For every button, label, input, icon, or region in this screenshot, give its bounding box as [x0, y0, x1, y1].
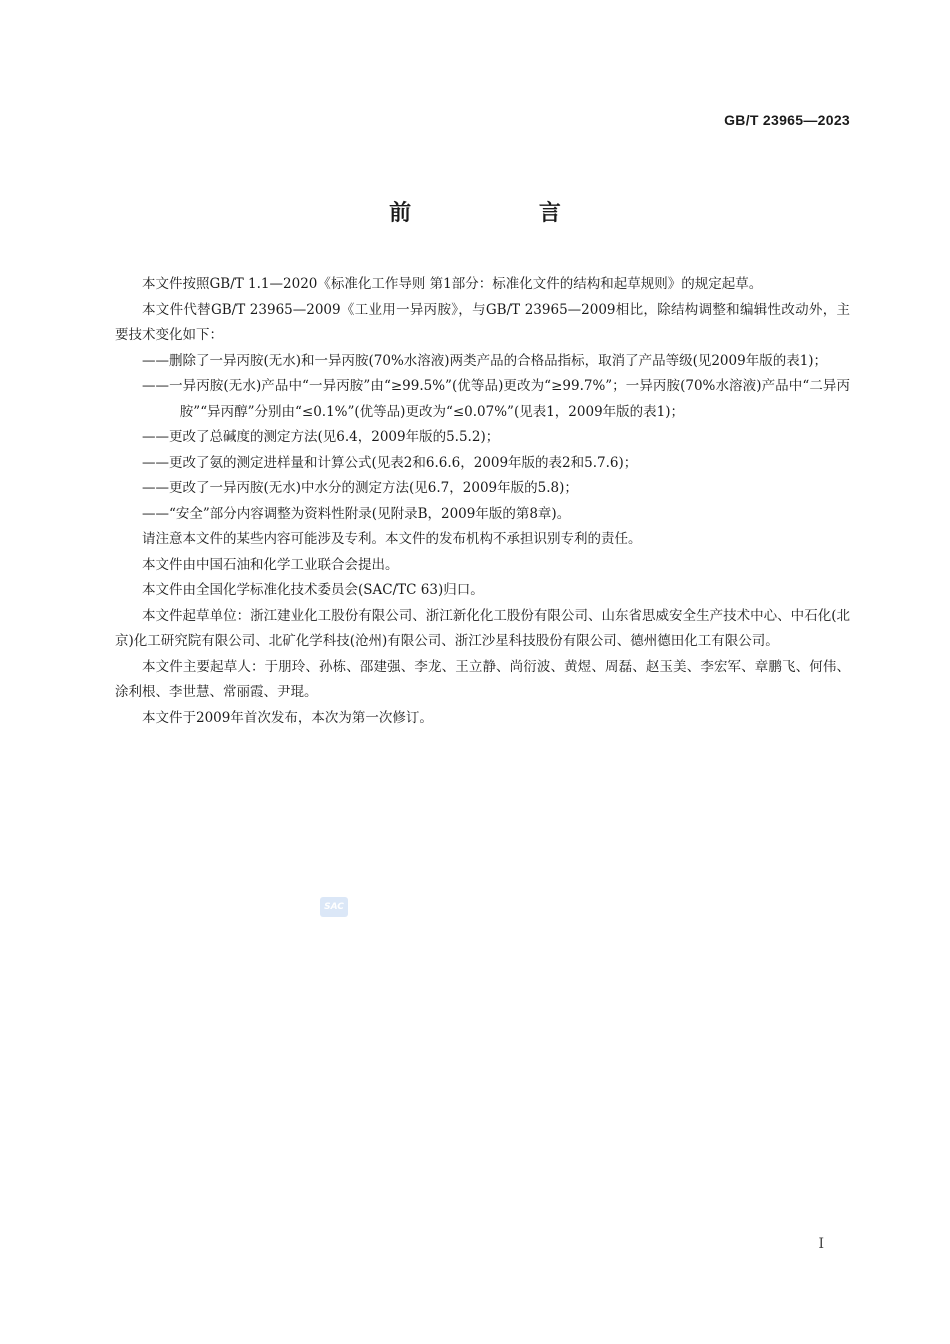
standard-number: GB/T 23965—2023 — [724, 112, 850, 128]
list-item: ——更改了总碱度的测定方法(见6.4，2009年版的5.5.2)； — [142, 429, 500, 445]
list-item: ——一异丙胺(无水)产品中“一异丙胺”由“≥99.5%”(优等品)更改为“≥99.7%”；一异丙胺(70%水溶液)产品中“二异丙胺”“异丙醇”分别由“≤0.1%”(优等品)更改为“≤0.07%”(见表1，2009年版的表1)； — [142, 378, 850, 420]
paragraph-proposer: 本文件由中国石油和化学工业联合会提出。 — [142, 556, 399, 573]
paragraph-history: 本文件于2009年首次发布，本次为第一次修订。 — [142, 709, 433, 726]
document-body — [115, 272, 850, 731]
paragraph-drafting-rules: 本文件按照GB/T 1.1—2020《标准化工作导则 第1部分：标准化文件的结构和起草规则》的规定起草。 — [142, 276, 763, 292]
change-list — [115, 349, 850, 528]
list-item: ——“安全”部分内容调整为资料性附录(见附录B，2009年版的第8章)。 — [142, 505, 571, 522]
list-item: ——更改了一异丙胺(无水)中水分的测定方法(见6.7，2009年版的5.8)； — [142, 480, 578, 496]
list-item: ——更改了氨的测定进样量和计算公式(见表2和6.6.6，2009年版的表2和5.7.6)； — [142, 454, 638, 471]
paragraph-technical-committee: 本文件由全国化学标准化技术委员会(SAC/TC 63)归口。 — [142, 582, 484, 598]
paragraph-patent-notice: 请注意本文件的某些内容可能涉及专利。本文件的发布机构不承担识别专利的责任。 — [142, 531, 642, 547]
sac-watermark-logo: SAC — [320, 897, 348, 917]
page-number: I — [818, 1236, 824, 1252]
paragraph-drafters: 本文件主要起草人：于朋玲、孙栋、邵建强、李龙、王立静、尚衍波、黄煜、周磊、赵玉美、李宏军、章鹏飞、何伟、涂利根、李世慧、常丽霞、尹琨。 — [115, 658, 850, 700]
list-item: ——删除了一异丙胺(无水)和一异丙胺(70%水溶液)两类产品的合格品指标，取消了产品等级(见2009年版的表1)； — [142, 352, 828, 369]
paragraph-replacement: 本文件代替GB/T 23965—2009《工业用一异丙胺》，与GB/T 23965—2009相比，除结构调整和编辑性改动外，主要技术变化如下： — [115, 301, 850, 343]
paragraph-drafting-units: 本文件起草单位：浙江建业化工股份有限公司、浙江新化化工股份有限公司、山东省思威安全生产技术中心、中石化(北京)化工研究院有限公司、北矿化学科技(沧州)有限公司、浙江沙星科技股份有限公司、德州德田化工有限公司。 — [115, 607, 850, 649]
page-title: 前 言 — [389, 201, 621, 226]
